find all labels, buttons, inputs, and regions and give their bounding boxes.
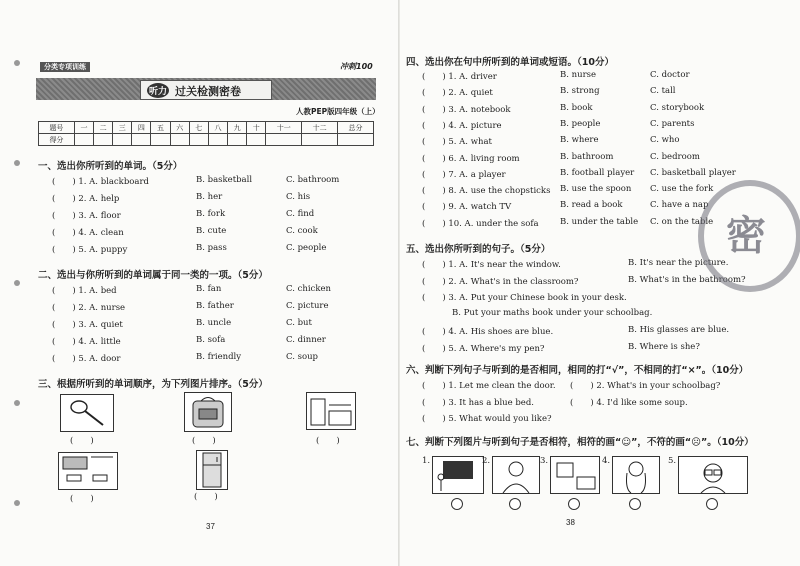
option-num[interactable]: ( ) 2. A. help — [52, 194, 120, 204]
option-c: C. dinner — [286, 335, 326, 345]
stamp-text: 密 — [726, 213, 766, 259]
option-num[interactable]: ( ) 4. A. clean — [52, 228, 124, 238]
section-4-title: 四、选出你在句中所听到的单词或短语。（10分） — [406, 57, 614, 68]
punch-hole — [14, 60, 20, 66]
illustration-2 — [492, 456, 540, 494]
blank-4[interactable]: ( ) — [70, 494, 94, 504]
blank-2[interactable]: ( ) — [192, 436, 216, 446]
option-num[interactable]: ( ) 3. A. notebook — [422, 104, 511, 115]
option-b: B. read a book — [560, 200, 623, 211]
illustration-1 — [432, 456, 484, 494]
score-input-cell[interactable] — [266, 134, 302, 146]
score-header-cell: 十二 — [302, 122, 338, 134]
score-header-cell: 四 — [132, 122, 151, 134]
option-c: C. find — [286, 209, 315, 219]
score-input-cell[interactable] — [151, 134, 170, 146]
option-b: B. father — [196, 301, 234, 311]
option-c: C. bathroom — [286, 175, 340, 185]
schoolbag-picture — [184, 392, 232, 432]
option-b: B. Where is she? — [628, 341, 700, 352]
option-c: C. but — [286, 318, 312, 328]
option-b: ( ) 4. I'd like some soup. — [570, 397, 688, 408]
picture-number: 3. — [540, 456, 549, 466]
option-num[interactable]: ( ) 1. A. It's near the window. — [422, 260, 561, 270]
score-header-cell: 二 — [94, 122, 113, 134]
option-num[interactable]: ( ) 1. A. bed — [52, 286, 117, 296]
score-input-cell[interactable] — [302, 134, 338, 146]
option-num[interactable]: ( ) 3. A. Put your Chinese book in your desk. — [422, 293, 627, 304]
section-7-title: 七、判断下列图片与听到句子是否相符，相符的画“☺”，不符的画“☹”。（10分） — [406, 437, 754, 448]
option-b: B. basketball — [196, 175, 253, 185]
option-b: B. bathroom — [560, 151, 614, 162]
score-row-scores — [39, 134, 374, 146]
page-title: 过关检测密卷 — [175, 85, 241, 98]
option-b: B. fan — [196, 284, 222, 294]
score-input-cell[interactable] — [170, 134, 189, 146]
option-num[interactable]: ( ) 3. A. quiet — [52, 320, 123, 330]
option-b: B. use the spoon — [560, 184, 632, 195]
score-input-cell[interactable] — [74, 134, 93, 146]
option-c: C. have a nap — [650, 200, 709, 211]
option-a[interactable]: ( ) 5. What would you like? — [422, 414, 552, 425]
option-c: C. soup — [286, 352, 318, 362]
score-header-cell: 八 — [208, 122, 227, 134]
option-b: B. What's in the bathroom? — [628, 274, 746, 285]
option-num[interactable]: ( ) 5. A. what — [422, 137, 492, 148]
option-num[interactable]: ( ) 5. A. puppy — [52, 245, 128, 255]
score-header-cell: 六 — [170, 122, 189, 134]
option-b: B. where — [560, 135, 599, 146]
page-number-left: 37 — [206, 522, 215, 531]
section-6-title: 六、判断下列句子与听到的是否相同，相同的打“√”，不相同的打“×”。（10分） — [406, 365, 749, 376]
option-num[interactable]: ( ) 5. A. door — [52, 354, 121, 364]
option-b: B. uncle — [196, 318, 232, 328]
picture-number: 4. — [602, 456, 611, 466]
option-num[interactable]: ( ) 2. A. nurse — [52, 303, 126, 313]
page-number-right: 38 — [566, 518, 575, 527]
option-b: B. under the table — [560, 216, 639, 227]
option-num[interactable]: ( ) 7. A. a player — [422, 169, 506, 180]
option-num[interactable]: ( ) 3. A. floor — [52, 211, 121, 221]
title-box — [140, 80, 272, 100]
option-c: C. picture — [286, 301, 329, 311]
option-b: B. football player — [560, 167, 635, 178]
picture-number: 5. — [668, 456, 677, 466]
option-a[interactable]: ( ) 3. It has a blue bed. — [422, 397, 534, 408]
option-num[interactable]: ( ) 4. A. little — [52, 337, 121, 347]
option-num[interactable]: B. Put your maths book under your schoolbag. — [452, 308, 653, 319]
score-header-cell: 七 — [189, 122, 208, 134]
option-num[interactable]: ( ) 2. A. What's in the classroom? — [422, 276, 579, 287]
illustration-5 — [678, 456, 748, 494]
picture-number: 1. — [422, 456, 431, 466]
score-header-cell: 三 — [113, 122, 132, 134]
illustration-4 — [612, 456, 660, 494]
answer-face-icon[interactable] — [568, 498, 580, 510]
score-input-cell[interactable] — [338, 134, 374, 146]
option-c: C. people — [286, 243, 327, 253]
option-a[interactable]: ( ) 1. Let me clean the door. — [422, 381, 556, 391]
spoon-picture — [60, 394, 114, 432]
option-b: B. friendly — [196, 352, 242, 362]
title-mark: 听力 — [147, 83, 169, 98]
answer-face-icon[interactable] — [509, 498, 521, 510]
score-input-cell[interactable] — [228, 134, 247, 146]
option-num[interactable]: ( ) 2. A. quiet — [422, 88, 493, 99]
option-num[interactable]: ( ) 6. A. living room — [422, 153, 520, 164]
option-c: C. chicken — [286, 284, 331, 294]
fridge-picture — [196, 450, 228, 490]
classroom-picture — [58, 452, 118, 490]
picture-number: 2. — [482, 456, 491, 466]
option-b: B. book — [560, 102, 593, 113]
score-input-cell[interactable] — [94, 134, 113, 146]
score-label-cell: 得分 — [39, 134, 75, 146]
section-5-title: 五、选出你所听到的句子。（5分） — [406, 244, 551, 255]
score-header-cell: 五 — [151, 122, 170, 134]
punch-hole — [14, 500, 20, 506]
option-b: ( ) 2. What's in your schoolbag? — [570, 381, 721, 391]
option-b: B. His glasses are blue. — [628, 324, 730, 335]
option-num[interactable]: ( ) 8. A. use the chopsticks — [422, 186, 551, 197]
option-c: C. parents — [650, 118, 695, 129]
score-header-cell: 题号 — [39, 122, 75, 134]
illustration-3 — [550, 456, 600, 494]
option-c: C. storybook — [650, 102, 705, 113]
score-header-cell: 总分 — [338, 122, 374, 134]
option-c: C. basketball player — [650, 167, 736, 178]
option-b: B. nurse — [560, 70, 597, 80]
score-input-cell[interactable] — [132, 134, 151, 146]
option-b: B. strong — [560, 86, 600, 97]
option-c: C. tall — [650, 86, 676, 97]
score-input-cell[interactable] — [189, 134, 208, 146]
score-header-cell: 十 — [247, 122, 266, 134]
edition-label: 人教PEP版四年级（上） — [296, 107, 380, 116]
kitchen-picture — [306, 392, 356, 430]
punch-hole — [14, 280, 20, 286]
option-num[interactable]: ( ) 10. A. under the sofa — [422, 218, 539, 229]
blank-5[interactable]: ( ) — [194, 492, 218, 502]
option-c: C. bedroom — [650, 151, 700, 162]
score-table — [38, 121, 374, 146]
option-b: B. cute — [196, 226, 227, 236]
option-num[interactable]: ( ) 9. A. watch TV — [422, 202, 512, 213]
option-c: C. who — [650, 135, 680, 146]
option-c: C. cook — [286, 226, 318, 236]
section-3-title: 三、根据所听到的单词顺序，为下列图片排序。（5分） — [38, 379, 268, 390]
score-header-cell: 十一 — [266, 122, 302, 134]
option-b: B. fork — [196, 209, 226, 219]
blank-3[interactable]: ( ) — [316, 436, 340, 446]
option-c: C. use the fork — [650, 184, 714, 195]
option-b: B. her — [196, 192, 223, 202]
score-input-cell[interactable] — [247, 134, 266, 146]
option-c: C. his — [286, 192, 311, 202]
option-c: C. on the table — [650, 216, 714, 227]
section-1-title: 一、选出你所听到的单词。（5分） — [38, 161, 183, 172]
option-num[interactable]: ( ) 4. A. picture — [422, 120, 502, 131]
option-b: B. sofa — [196, 335, 226, 345]
answer-face-icon[interactable] — [451, 498, 463, 510]
score-row-headers — [39, 122, 374, 134]
option-b: B. It's near the picture. — [628, 258, 729, 268]
header-left-tag: 分类专项训练 — [40, 62, 90, 72]
option-c: C. doctor — [650, 70, 690, 80]
option-num[interactable]: ( ) 1. A. driver — [422, 72, 497, 82]
option-b: B. people — [560, 118, 601, 129]
option-num[interactable]: ( ) 1. A. blackboard — [52, 177, 149, 187]
score-header-cell: 九 — [228, 122, 247, 134]
header-right-tag: 冲刺100 — [340, 62, 373, 71]
blank-1[interactable]: ( ) — [70, 436, 94, 446]
option-b: B. pass — [196, 243, 227, 253]
score-input-cell[interactable] — [113, 134, 132, 146]
punch-hole — [14, 400, 20, 406]
score-header-cell: 一 — [74, 122, 93, 134]
score-input-cell[interactable] — [208, 134, 227, 146]
answer-face-icon[interactable] — [706, 498, 718, 510]
punch-hole — [14, 160, 20, 166]
section-2-title: 二、选出与你所听到的单词属于同一类的一项。（5分） — [38, 270, 268, 281]
option-num[interactable]: ( ) 5. A. Where's my pen? — [422, 343, 545, 354]
option-num[interactable]: ( ) 4. A. His shoes are blue. — [422, 326, 554, 337]
answer-face-icon[interactable] — [629, 498, 641, 510]
